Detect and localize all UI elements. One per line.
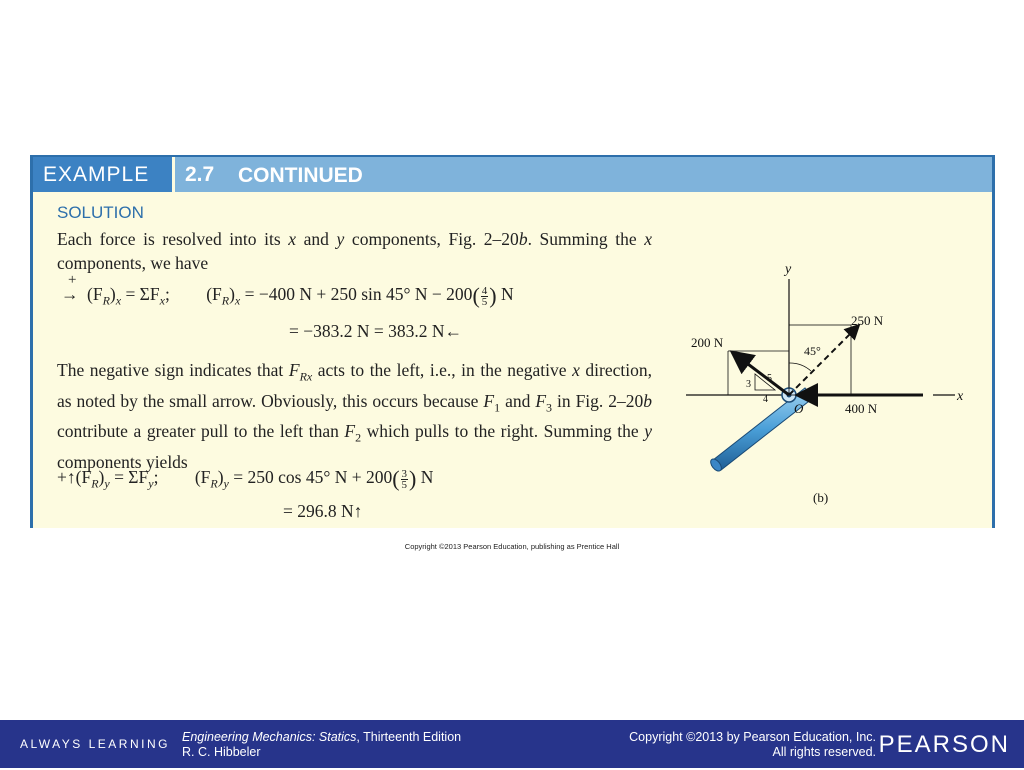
- equation-1-result: = −383.2 N = 383.2 N←: [289, 321, 463, 341]
- force-diagram: [683, 255, 983, 515]
- footer-bar: [0, 720, 1024, 768]
- example-number: 2.7: [185, 163, 215, 186]
- book-edition: , Thirteenth Edition: [356, 730, 462, 744]
- fraction-4-5: $\frac{4}{5}$: [481, 284, 488, 308]
- fraction-3-5: $\frac{3}{5}$: [401, 467, 408, 491]
- book-info: [182, 730, 461, 760]
- triangle-3: 3: [746, 379, 751, 390]
- x-axis-label: x: [957, 389, 964, 404]
- figure-caption: (b): [813, 490, 829, 505]
- triangle-4: 4: [763, 394, 768, 405]
- example-label: EXAMPLE: [33, 157, 172, 192]
- y-axis-label: y: [785, 262, 792, 277]
- always-learning: ALWAYS LEARNING: [20, 737, 170, 751]
- continued-label: CONTINUED: [238, 164, 363, 187]
- paragraph-2: The negative sign indicates that $F_{Rx}$ acts to the left, i.e., in the negative x direction, as noted by the small arrow. Obviously, this occurs because $F_1$ and $F_3$ in Fig. 2–20b contribute a greater pull to the left than $F_2$ which pulls to the right. Summing the y components yields: [57, 360, 653, 472]
- force-250-label: 250 N: [851, 313, 884, 328]
- equation-2-result: = 296.8 N↑: [283, 501, 363, 521]
- book-author: R. C. Hibbeler: [182, 745, 261, 759]
- footer-copyright: Copyright ©2013 by Pearson Education, Inc. All rights reserved.: [629, 730, 876, 759]
- example-header: [33, 155, 992, 192]
- force-400-label: 400 N: [845, 401, 878, 416]
- image-copyright: Copyright ©2013 Pearson Education, publishing as Prentice Hall: [404, 542, 620, 551]
- example-box: [30, 155, 995, 528]
- solution-heading: SOLUTION: [57, 203, 144, 222]
- triangle-5: 5: [767, 373, 772, 384]
- force-200-arrow: [732, 352, 789, 395]
- book-title: Engineering Mechanics: Statics: [182, 730, 357, 744]
- header-separator: [172, 157, 175, 192]
- equation-1: + → $(F_R)_x = \Sigma F_x$; $(F_R)_x = -400$ N + 250 sin 45° N − 200( $\frac{4}{5}$ ) N: [61, 272, 514, 308]
- angle-label: 45°: [804, 344, 821, 358]
- angle-arc: [789, 363, 811, 371]
- equation-2: $+↑(F_R)_y = \Sigma F_y$; $(F_R)_y = 250$ cos 45° N + 200( $\frac{3}{5}$ ) N: [57, 466, 434, 491]
- origin-label: O: [794, 401, 804, 416]
- paragraph-1: Each force is resolved into its x and y components, Fig. 2–20b. Summing the x components, we have: [57, 229, 652, 273]
- pearson-logo: PEARSON: [878, 731, 1010, 758]
- force-250-arrow: [789, 325, 859, 395]
- force-200-label: 200 N: [691, 335, 724, 350]
